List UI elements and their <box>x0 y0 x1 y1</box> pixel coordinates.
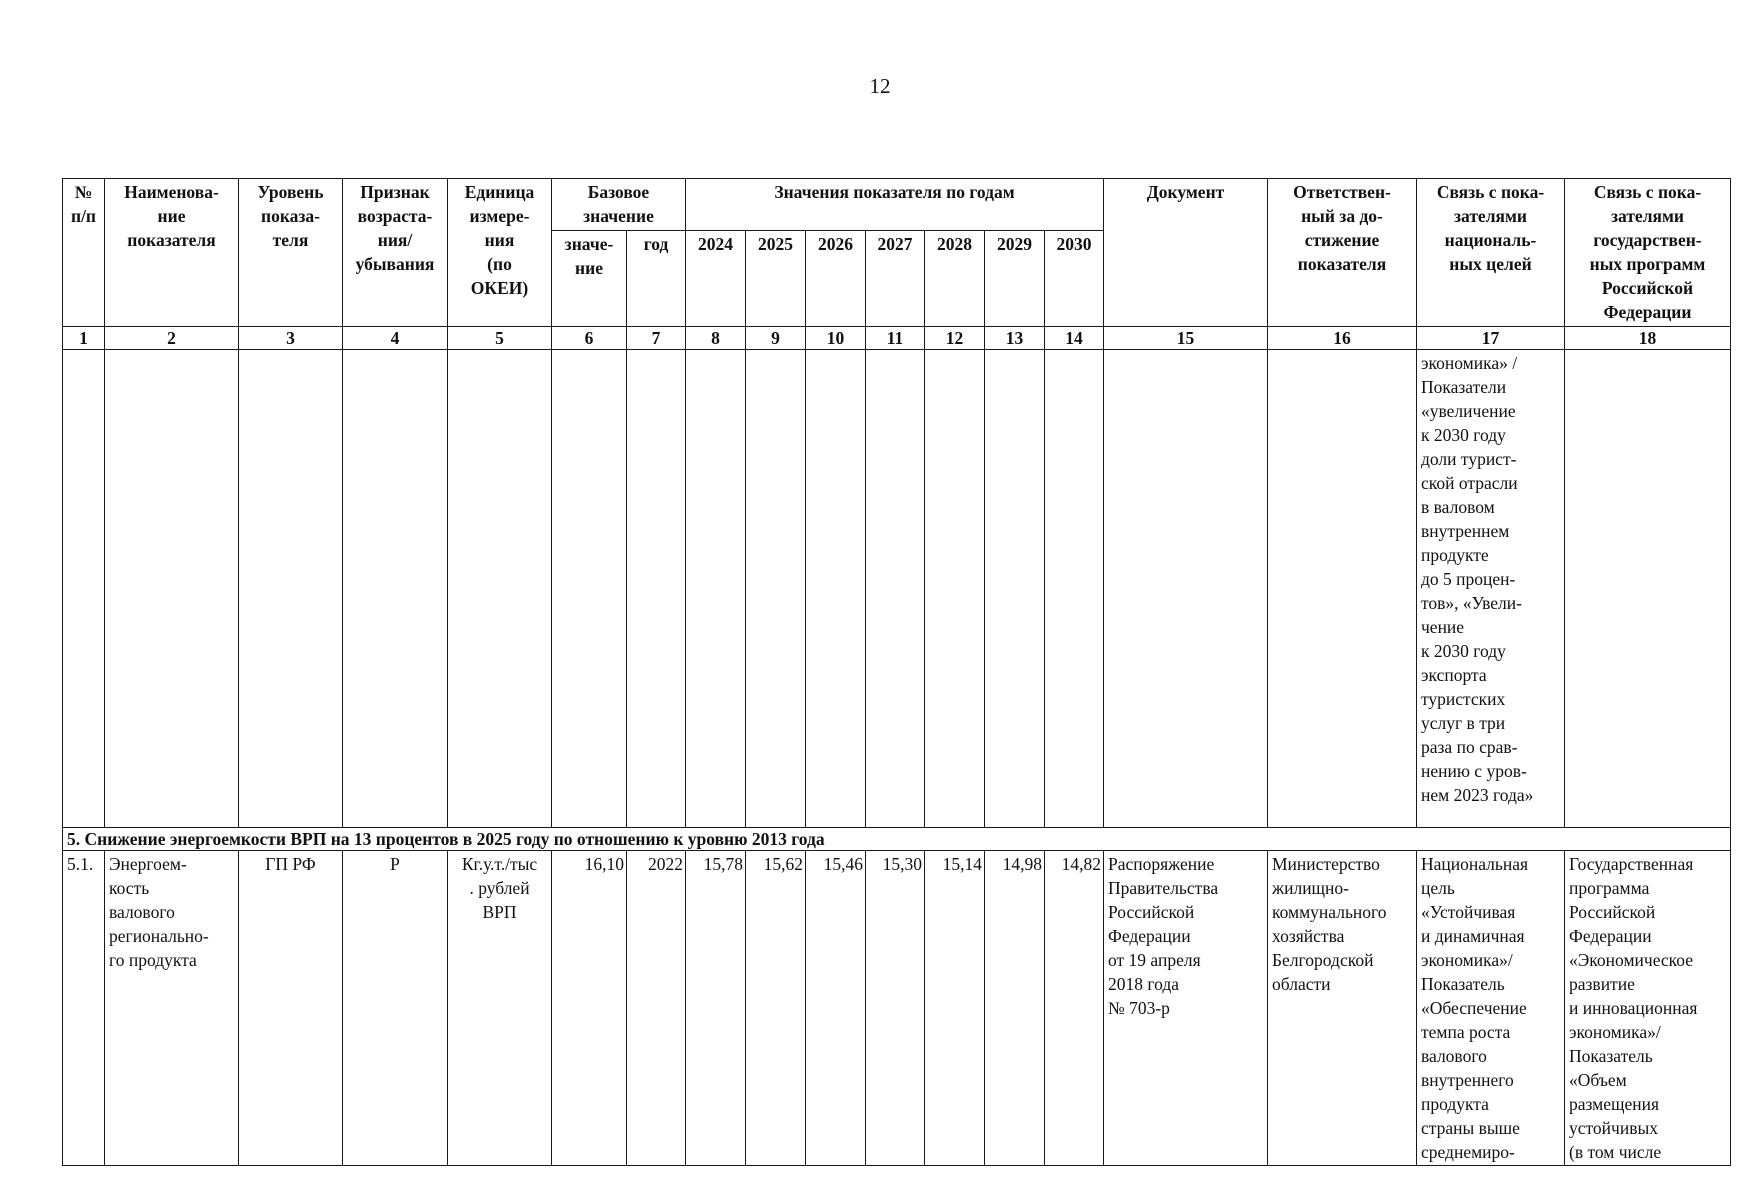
national-goals-continued: экономика» / Показатели «увеличение к 2030 году доли турист- ской отрасли в валовом внутреннем продукте до 5 процен- тов», «Увели- чение к 2030 году экспорта туристских услуг в три раза по срав- нению с уров- нем 2023 года» <box>1417 350 1565 828</box>
column-number: 8 <box>686 327 746 350</box>
empty-cell <box>985 350 1045 828</box>
header-base-year: год <box>627 231 686 327</box>
column-number: 12 <box>925 327 985 350</box>
column-number: 9 <box>746 327 806 350</box>
empty-cell <box>746 350 806 828</box>
empty-cell <box>1045 350 1104 828</box>
empty-cell <box>806 350 866 828</box>
header-indicator-name: Наименова- ние показателя <box>105 179 239 327</box>
column-number: 3 <box>239 327 343 350</box>
column-number: 13 <box>985 327 1045 350</box>
responsible-cell: Министерство жилищно- коммунального хозяйства Белгородской области <box>1268 851 1417 1166</box>
value-2029: 14,98 <box>985 851 1045 1166</box>
column-number: 5 <box>448 327 552 350</box>
header-year: 2030 <box>1045 231 1104 327</box>
empty-cell <box>1565 350 1731 828</box>
column-number: 4 <box>343 327 448 350</box>
header-year: 2029 <box>985 231 1045 327</box>
base-year: 2022 <box>627 851 686 1166</box>
table-row <box>63 851 1731 1166</box>
column-number: 6 <box>552 327 627 350</box>
value-2027: 15,30 <box>866 851 925 1166</box>
base-value: 16,10 <box>552 851 627 1166</box>
empty-cell <box>1268 350 1417 828</box>
header-national-goals: Связь с пока- зателями националь- ных целей <box>1417 179 1565 327</box>
empty-cell <box>627 350 686 828</box>
header-year: 2024 <box>686 231 746 327</box>
header-years-group: Значения показателя по годам <box>686 179 1104 231</box>
column-number: 2 <box>105 327 239 350</box>
header-year: 2027 <box>866 231 925 327</box>
header-state-programs: Связь с пока- зателями государствен- ных программ Российской Федерации <box>1565 179 1731 327</box>
column-number: 15 <box>1104 327 1268 350</box>
header-document: Документ <box>1104 179 1268 327</box>
empty-cell <box>1104 350 1268 828</box>
document-cell: Распоряжение Правительства Российской Федерации от 19 апреля 2018 года № 703-р <box>1104 851 1268 1166</box>
table-header <box>63 179 1731 327</box>
header-unit: Единица измере- ния (по ОКЕИ) <box>448 179 552 327</box>
column-number: 1 <box>63 327 105 350</box>
column-number-row <box>63 327 1731 350</box>
national-goals-cell: Национальная цель «Устойчивая и динамичная экономика»/ Показатель «Обеспечение темпа роста валового внутреннего продукта страны выше среднемиро- <box>1417 851 1565 1166</box>
value-2024: 15,78 <box>686 851 746 1166</box>
header-year: 2028 <box>925 231 985 327</box>
value-2028: 15,14 <box>925 851 985 1166</box>
header-year: 2026 <box>806 231 866 327</box>
value-2025: 15,62 <box>746 851 806 1166</box>
empty-cell <box>105 350 239 828</box>
empty-cell <box>552 350 627 828</box>
empty-cell <box>866 350 925 828</box>
state-programs-cell: Государственная программа Российской Федерации «Экономическое развитие и инновационная экономика»/ Показатель «Объем размещения устойчивых (в том числе <box>1565 851 1731 1166</box>
column-number: 18 <box>1565 327 1731 350</box>
page-number: 12 <box>869 74 891 98</box>
column-number: 11 <box>866 327 925 350</box>
header-trend: Признак возраста- ния/ убывания <box>343 179 448 327</box>
header-year: 2025 <box>746 231 806 327</box>
header-level: Уровень показа- теля <box>239 179 343 327</box>
continued-row <box>63 350 1731 828</box>
value-2030: 14,82 <box>1045 851 1104 1166</box>
header-num: № п/п <box>63 179 105 327</box>
indicator-trend: Р <box>343 851 448 1166</box>
section-heading-row <box>63 828 1731 851</box>
section-title: 5. Снижение энергоемкости ВРП на 13 процентов в 2025 году по отношению к уровню 2013 года <box>63 828 1731 851</box>
header-responsible: Ответствен- ный за до- стижение показателя <box>1268 179 1417 327</box>
column-number: 7 <box>627 327 686 350</box>
empty-cell <box>448 350 552 828</box>
column-number: 17 <box>1417 327 1565 350</box>
value-2026: 15,46 <box>806 851 866 1166</box>
header-base-group: Базовое значение <box>552 179 686 231</box>
empty-cell <box>343 350 448 828</box>
row-number: 5.1. <box>63 851 105 1166</box>
column-number: 16 <box>1268 327 1417 350</box>
empty-cell <box>239 350 343 828</box>
indicator-level: ГП РФ <box>239 851 343 1166</box>
empty-cell <box>686 350 746 828</box>
indicator-unit: Кг.у.т./тыс . рублей ВРП <box>448 851 552 1166</box>
header-base-value: значе- ние <box>552 231 627 327</box>
empty-cell <box>925 350 985 828</box>
indicators-table <box>62 178 1731 1166</box>
column-number: 14 <box>1045 327 1104 350</box>
column-number: 10 <box>806 327 866 350</box>
empty-cell <box>63 350 105 828</box>
indicator-name: Энергоем- кость валового регионально- го продукта <box>105 851 239 1166</box>
